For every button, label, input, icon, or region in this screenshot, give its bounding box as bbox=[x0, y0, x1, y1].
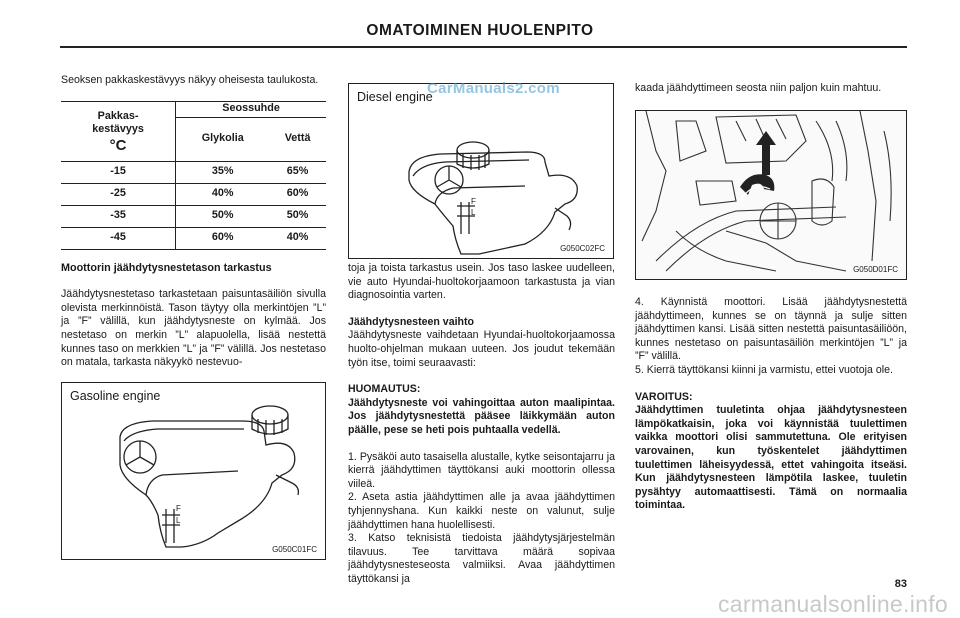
figure-label: Gasoline engine bbox=[70, 389, 161, 403]
table-row bbox=[61, 227, 326, 249]
caution-title: VAROITUS: bbox=[635, 390, 693, 403]
figure-label: Diesel engine bbox=[357, 90, 433, 104]
figure-code: G050D01FC bbox=[853, 265, 898, 274]
note-title: HUOMAUTUS: bbox=[348, 383, 421, 396]
watermark-logo: CarManuals2.com bbox=[427, 80, 560, 97]
table-row bbox=[61, 161, 326, 183]
step-3: 3. Katso teknisistä tiedoista jäähdytysjärjestelmän tilavuus. Tee tarvittava määrä sopivaa jäähdytysnesteseosta valmiiksi. Avaa jäähdyttimen täyttökansi ja bbox=[348, 532, 615, 585]
cell-temp: -35 bbox=[61, 205, 176, 227]
cell-glycol: 60% bbox=[176, 227, 270, 249]
gasoline-tank-drawing bbox=[62, 383, 326, 560]
engine-bay-drawing bbox=[636, 111, 907, 280]
mixture-table bbox=[61, 101, 326, 250]
figure-engine-bay bbox=[635, 110, 907, 280]
header-frost bbox=[61, 101, 176, 161]
mark-f: F bbox=[176, 504, 181, 513]
body-text: kaada jäähdyttimeen seosta niin paljon kuin mahtuu. bbox=[635, 82, 882, 94]
diesel-tank-drawing bbox=[349, 84, 614, 259]
header-mix: Seossuhde bbox=[176, 101, 326, 117]
caution-block bbox=[635, 391, 907, 513]
step-1: 1. Pysäköi auto tasaisella alustalle, kytke seisontajarru ja kierrä jäähdyttimen täyttökansi auki moottorin ollessa viileä. bbox=[348, 450, 615, 490]
mark-l: L bbox=[176, 516, 181, 525]
cell-temp: -15 bbox=[61, 161, 176, 183]
column-right-top bbox=[635, 82, 907, 109]
subsection bbox=[348, 316, 615, 370]
mark-l: L bbox=[471, 208, 476, 217]
cell-glycol: 35% bbox=[176, 161, 270, 183]
cell-water: 60% bbox=[269, 183, 326, 205]
page-title: OMATOIMINEN HUOLENPITO bbox=[366, 22, 594, 39]
note-body: Jäähdytysneste voi vahingoittaa auton maalipintaa. Jos jäähdytysnestettä pääsee läikkymään auton päälle, pese se heti pois puhtaalla vedellä. bbox=[348, 396, 615, 436]
header-unit: °C bbox=[109, 136, 127, 154]
caution-body: Jäähdyttimen tuuletinta ohjaa jäähdytysnesteen lämpökatkaisin, joka voi käynnistää tuulettimen vaikka moottori olisi sammutettuna. Ole erityisen varovainen, kun työskentelet jäähdyttimen tuulettimen läheisyydessä, ettet vahingoita itseäsi. Kun jäähdytysnesteen lämpötila laskee, tuuletin pysähtyy automaattisesti. Tämä on normaalia toimintaa. bbox=[635, 404, 907, 512]
step-4: 4. Käynnistä moottori. Lisää jäähdytysnestettä jäähdyttimeen, kunnes se on täynnä ja sulje sitten jäähdyttimen kansi. Lisää sitten nestettä paisuntasäiliöön, kunnes nestetaso on paisuntasäiliön merkintöjen ”L” ja ”F” välillä. bbox=[635, 296, 907, 363]
figure-gasoline-tank bbox=[61, 382, 326, 560]
table-row bbox=[61, 205, 326, 227]
cell-temp: -45 bbox=[61, 227, 176, 249]
figure-diesel-tank bbox=[348, 83, 614, 259]
page-number: 83 bbox=[894, 578, 907, 590]
cell-glycol: 40% bbox=[176, 183, 270, 205]
mark-f: F bbox=[471, 197, 476, 206]
footer-watermark: carmanualsonline.info bbox=[717, 591, 948, 617]
column-left bbox=[61, 74, 326, 383]
column-right bbox=[635, 296, 907, 526]
cell-water: 50% bbox=[269, 205, 326, 227]
header-glycol: Glykolia bbox=[176, 117, 270, 161]
section-heading: Moottorin jäähdytysnestetason tarkastus bbox=[61, 261, 272, 274]
figure-code: G050C02FC bbox=[560, 244, 605, 253]
table-row bbox=[61, 183, 326, 205]
body-text: Jäähdytysnestetaso tarkastetaan paisuntasäiliön sivulla olevista merkinnöistä. Tason täytyy olla merkintöjen ”L” ja ”F” välillä, kun jäähdytysneste on kylmää. Jos nestetaso on merkin ”L” alapuolella, lisää nestettä kunnes taso on merkkien ”L” ja ”F” välillä. Jos nestetaso on matala, tarkasta näkyykö nestevuo- bbox=[61, 288, 326, 369]
cell-water: 40% bbox=[269, 227, 326, 249]
header-frost-line1: Pakkas- bbox=[97, 109, 139, 122]
cell-temp: -25 bbox=[61, 183, 176, 205]
note-block bbox=[348, 383, 615, 437]
subsection-heading: Jäähdytysnesteen vaihto bbox=[348, 315, 474, 328]
intro-text: Seoksen pakkaskestävyys näkyy oheisesta taulukosta. bbox=[61, 74, 319, 86]
header-water: Vettä bbox=[269, 117, 326, 161]
column-middle bbox=[348, 262, 615, 599]
header-frost-line2: kestävyys bbox=[92, 123, 144, 136]
header-rule bbox=[60, 46, 907, 48]
cell-water: 65% bbox=[269, 161, 326, 183]
step-2: 2. Aseta astia jäähdyttimen alle ja avaa jäähdyttimen tyhjennyshana. Kun kaikki neste on valunut, sulje jäähdyttimen hana huolellisesti. bbox=[348, 491, 615, 531]
figure-code: G050C01FC bbox=[272, 545, 317, 554]
step-5: 5. Kierrä täyttökansi kiinni ja varmistu, ettei vuotoja ole. bbox=[635, 363, 893, 376]
subsection-body: Jäähdytysneste vaihdetaan Hyundai-huoltokorjaamossa huolto-ohjelman mukaan uuteen. Jos joudut tekemään työn itse, toimi seuraavasti: bbox=[348, 329, 615, 369]
cell-glycol: 50% bbox=[176, 205, 270, 227]
body-text: toja ja toista tarkastus usein. Jos taso laskee uudelleen, vie auto Hyundai-huoltokorjaamoon tarkastusta ja vian diagnosointia varten. bbox=[348, 262, 615, 302]
